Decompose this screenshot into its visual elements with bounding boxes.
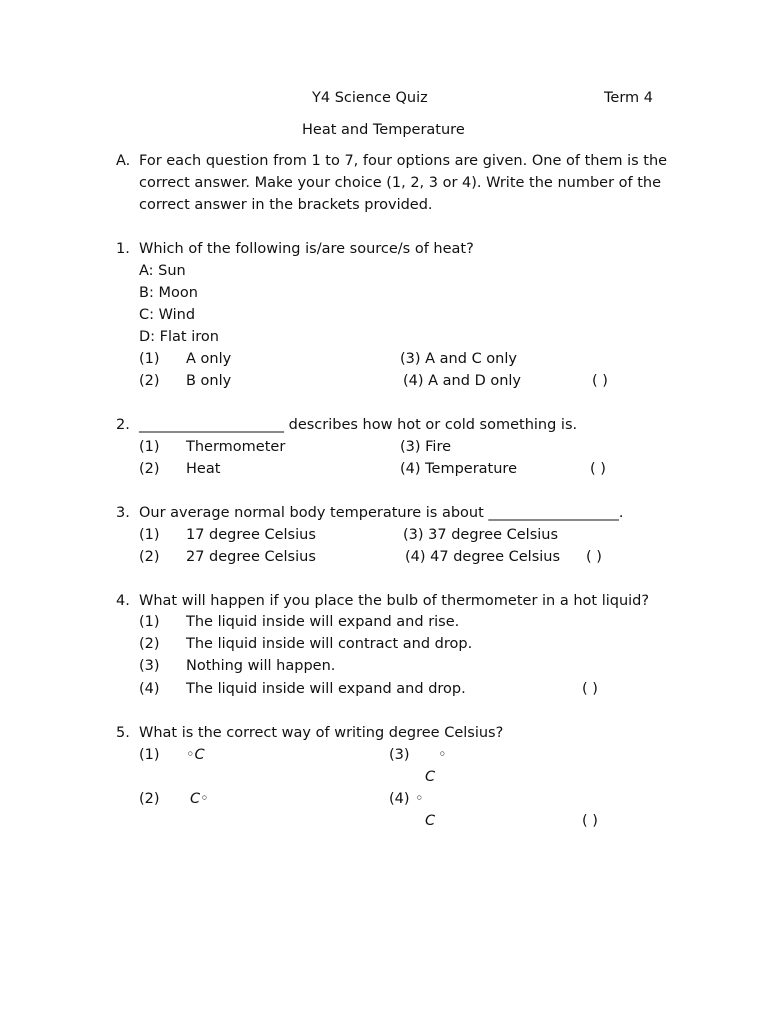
option-text: ◦C bbox=[186, 747, 205, 763]
option-text: (4) 47 degree Celsius bbox=[405, 549, 561, 565]
option-text: The liquid inside will expand and rise. bbox=[186, 614, 460, 630]
option-text: (4) A and D only bbox=[403, 373, 522, 389]
question-text: Our average normal body temperature is about __________________. bbox=[139, 505, 624, 521]
answer-brackets[interactable]: ( ) bbox=[586, 549, 602, 565]
option-text: C◦ bbox=[190, 791, 209, 807]
answer-brackets[interactable]: ( ) bbox=[592, 373, 608, 389]
list-item: B: Moon bbox=[139, 285, 198, 301]
option-number: (1) bbox=[139, 614, 160, 630]
option-text: 17 degree Celsius bbox=[186, 527, 316, 543]
instruction-line: correct answer. Make your choice (1, 2, 3 or 4). Write the number of the bbox=[139, 175, 662, 191]
option-number: (2) bbox=[139, 791, 160, 807]
question-text: What is the correct way of writing degree Celsius? bbox=[139, 725, 504, 741]
option-number: (3) bbox=[139, 658, 160, 674]
question-number: 5. bbox=[116, 725, 130, 741]
answer-brackets[interactable]: ( ) bbox=[582, 813, 598, 829]
option-number: (1) bbox=[139, 527, 160, 543]
page-title: Y4 Science Quiz bbox=[312, 90, 428, 106]
question-number: 4. bbox=[116, 593, 130, 609]
question-text: What will happen if you place the bulb of thermometer in a hot liquid? bbox=[139, 593, 650, 609]
degree-symbol: ◦ bbox=[438, 747, 447, 763]
question-text: ____________________ describes how hot or cold something is. bbox=[139, 417, 578, 433]
list-item: A: Sun bbox=[139, 263, 186, 279]
option-number: (4) bbox=[139, 681, 160, 697]
option-number: (1) bbox=[139, 351, 160, 367]
answer-brackets[interactable]: ( ) bbox=[582, 681, 598, 697]
question-number: 3. bbox=[116, 505, 130, 521]
option-text: (3) Fire bbox=[400, 439, 452, 455]
option-text: (4) Temperature bbox=[400, 461, 517, 477]
option-text: The liquid inside will expand and drop. bbox=[186, 681, 466, 697]
question-number: 1. bbox=[116, 241, 130, 257]
option-text: B only bbox=[186, 373, 232, 389]
option-text: (3) A and C only bbox=[400, 351, 517, 367]
page-subtitle: Heat and Temperature bbox=[302, 122, 465, 138]
option-number: (2) bbox=[139, 373, 160, 389]
question-text: Which of the following is/are source/s of heat? bbox=[139, 241, 474, 257]
option-number: (3) bbox=[389, 747, 410, 763]
option-text: Thermometer bbox=[186, 439, 286, 455]
option-text: A only bbox=[186, 351, 232, 367]
option-number: (2) bbox=[139, 461, 160, 477]
list-item: C: Wind bbox=[139, 307, 196, 323]
option-text: Heat bbox=[186, 461, 221, 477]
option-text: (3) 37 degree Celsius bbox=[403, 527, 559, 543]
option-number: (1) bbox=[139, 439, 160, 455]
option-number: (2) bbox=[139, 549, 160, 565]
option-number: (2) bbox=[139, 636, 160, 652]
list-item: D: Flat iron bbox=[139, 329, 219, 345]
option-number: (4) bbox=[389, 791, 410, 807]
option-text: The liquid inside will contract and drop. bbox=[186, 636, 473, 652]
section-label: A. bbox=[116, 153, 131, 169]
option-text: Nothing will happen. bbox=[186, 658, 336, 674]
instruction-line: correct answer in the brackets provided. bbox=[139, 197, 433, 213]
instruction-line: For each question from 1 to 7, four options are given. One of them is the bbox=[139, 153, 668, 169]
question-number: 2. bbox=[116, 417, 130, 433]
celsius-letter: C bbox=[425, 769, 436, 785]
degree-symbol: ◦ bbox=[415, 791, 424, 807]
celsius-letter: C bbox=[425, 813, 436, 829]
answer-brackets[interactable]: ( ) bbox=[590, 461, 606, 477]
option-text: 27 degree Celsius bbox=[186, 549, 316, 565]
option-number: (1) bbox=[139, 747, 160, 763]
term-label: Term 4 bbox=[604, 90, 653, 106]
